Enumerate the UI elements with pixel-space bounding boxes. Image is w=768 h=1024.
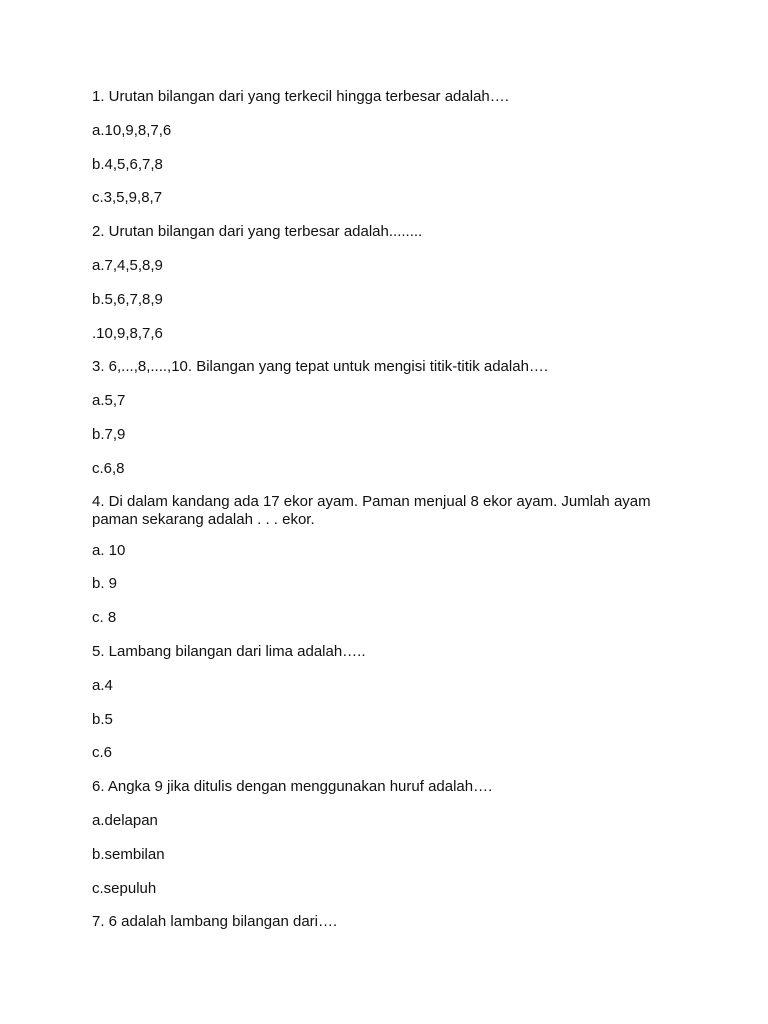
question-1-option-b: b.4,5,6,7,8 — [92, 155, 163, 173]
question-5-text: 5. Lambang bilangan dari lima adalah….. — [92, 642, 366, 660]
question-3-text: 3. 6,...,8,....,10. Bilangan yang tepat untuk mengisi titik-titik adalah…. — [92, 358, 549, 376]
question-6-option-c: c.sepuluh — [92, 879, 157, 897]
question-2-option-c: .10,9,8,7,6 — [92, 324, 163, 342]
question-7-text: 7. 6 adalah lambang bilangan dari…. — [92, 913, 338, 931]
question-4-option-c: c. 8 — [92, 609, 117, 627]
question-6-text: 6. Angka 9 jika ditulis dengan menggunakan huruf adalah…. — [92, 778, 493, 796]
question-3-option-c: c.6,8 — [92, 459, 125, 477]
question-6-option-b: b.sembilan — [92, 845, 165, 863]
question-5-option-c: c.6 — [92, 744, 113, 762]
question-3-option-b: b.7,9 — [92, 425, 126, 443]
question-4-option-a: a. 10 — [92, 541, 126, 559]
question-5-option-a: a.4 — [92, 676, 113, 694]
question-5-option-b: b.5 — [92, 710, 113, 728]
question-3-option-a: a.5,7 — [92, 392, 126, 410]
question-2-text: 2. Urutan bilangan dari yang terbesar adalah........ — [92, 223, 423, 241]
question-1-option-c: c.3,5,9,8,7 — [92, 189, 163, 207]
question-2-option-b: b.5,6,7,8,9 — [92, 290, 163, 308]
document-body — [92, 87, 682, 946]
question-2-option-a: a.7,4,5,8,9 — [92, 256, 163, 274]
question-1-text: 1. Urutan bilangan dari yang terkecil hingga terbesar adalah…. — [92, 88, 509, 105]
question-6-option-a: a.delapan — [92, 811, 158, 829]
question-4-option-b: b. 9 — [92, 575, 118, 593]
question-1-option-a: a.10,9,8,7,6 — [92, 121, 172, 139]
question-4-text: 4. Di dalam kandang ada 17 ekor ayam. Paman menjual 8 ekor ayam. Jumlah ayam paman sekarang adalah . . . ekor. — [92, 492, 651, 528]
